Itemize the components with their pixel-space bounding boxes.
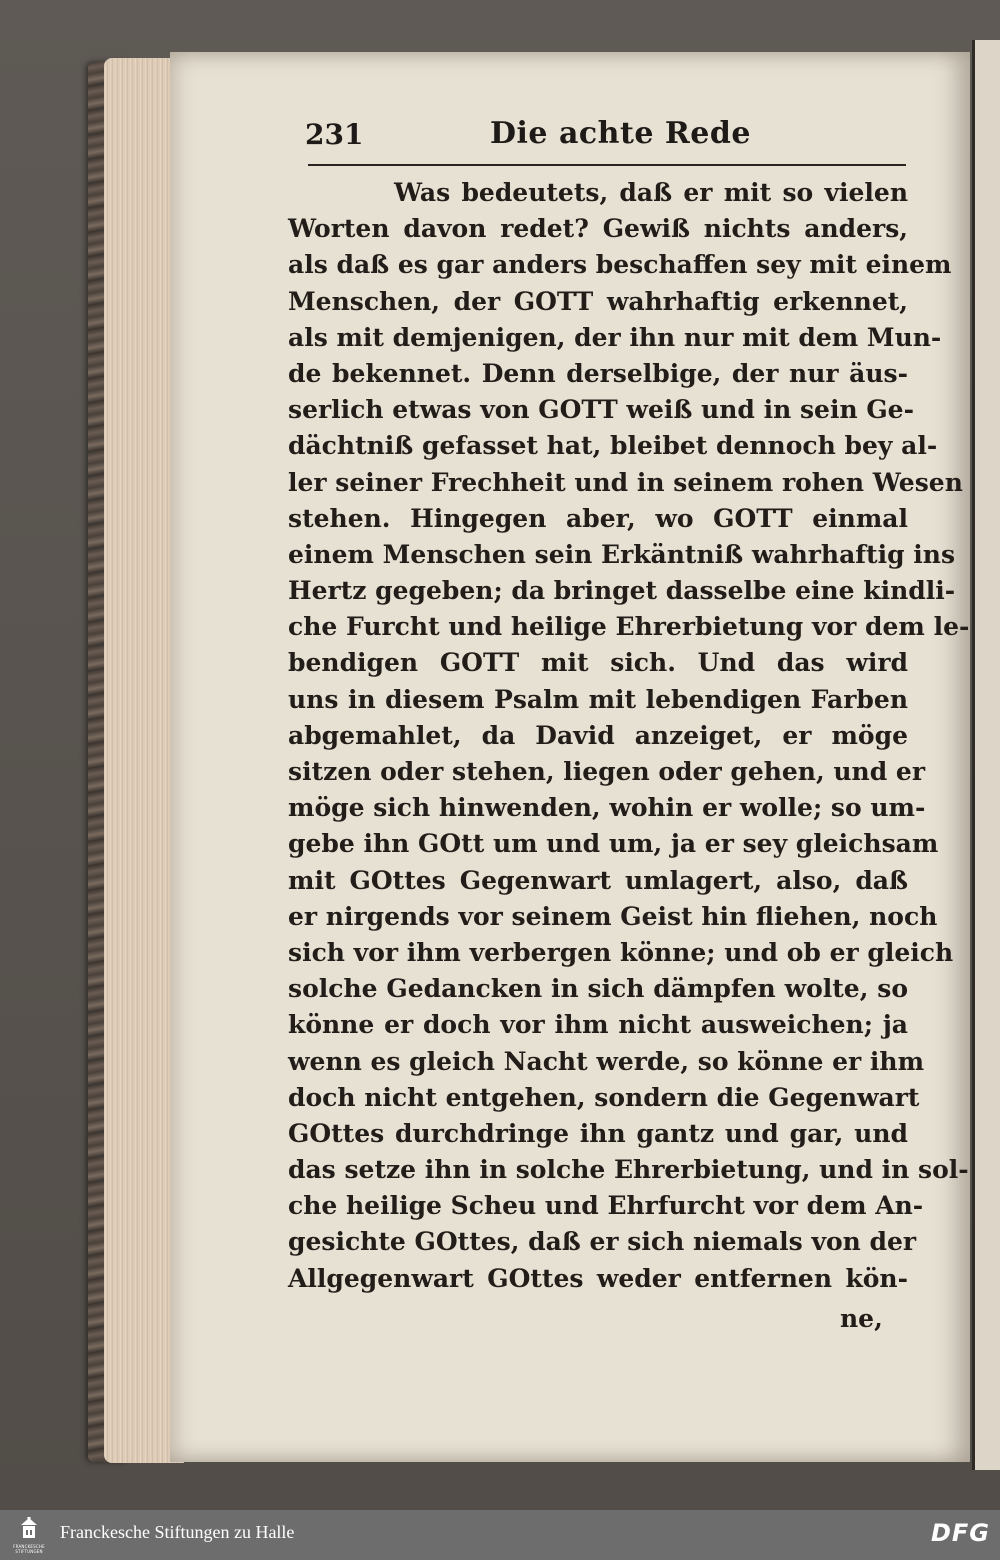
institution-name[interactable]: Franckesche Stiftungen zu Halle xyxy=(60,1522,295,1542)
text-line: Was bedeutets, daß er mit so vielen xyxy=(394,178,908,207)
text-line: gebe ihn GOtt um und um, ja er sey gleichsam xyxy=(288,829,939,859)
text-line: er nirgends vor seinem Geist hin fliehen, noch xyxy=(288,901,938,931)
text-line: dächtniß gefasset hat, bleibet dennoch bey al- xyxy=(288,431,938,461)
text-line: könne er doch vor ihm nicht ausweichen; ja xyxy=(288,1010,908,1040)
catchword: ne, xyxy=(840,1304,883,1333)
text-line: Worten davon redet? Gewiß nichts anders, xyxy=(288,214,908,244)
text-line: bendigen GOTT mit sich. Und das wird xyxy=(288,648,908,678)
text-line: uns in diesem Psalm mit lebendigen Farben xyxy=(288,684,908,714)
text-line: GOttes durchdringe ihn gantz und gar, und xyxy=(288,1118,908,1148)
logo-caption: FRANCKESCHE STIFTUNGEN xyxy=(13,1544,45,1554)
text-line: als mit demjenigen, der ihn nur mit dem Mun- xyxy=(288,322,942,352)
text-line: Hertz gegeben; da bringet dasselbe eine kindli- xyxy=(288,576,956,606)
text-line: als daß es gar anders beschaffen sey mit einem xyxy=(288,250,952,280)
text-line: che heilige Scheu und Ehrfurcht vor dem An- xyxy=(288,1191,924,1221)
institution-logo[interactable] xyxy=(10,1516,48,1554)
text-line: Menschen, der GOTT wahrhaftig erkennet, xyxy=(288,286,908,316)
text-line: mit GOttes Gegenwart umlagert, also, daß xyxy=(288,865,908,895)
text-line: möge sich hinwenden, wohin er wolle; so um- xyxy=(288,793,926,823)
page-header xyxy=(305,118,905,158)
dfg-logo[interactable]: DFG xyxy=(930,1519,990,1547)
page-body-text xyxy=(288,175,970,1297)
text-line: doch nicht entgehen, sondern die Gegenwart xyxy=(288,1082,920,1112)
text-line: che Furcht und heilige Ehrerbietung vor dem le- xyxy=(288,612,970,642)
text-line: sitzen oder stehen, liegen oder gehen, und er xyxy=(288,757,925,786)
facing-page-edge xyxy=(972,40,1000,1470)
text-line: serlich etwas von GOTT weiß und in sein Ge- xyxy=(288,395,914,425)
text-line: stehen. Hingegen aber, wo GOTT einmal xyxy=(288,503,908,533)
text-line: das setze ihn in solche Ehrerbietung, und in sol- xyxy=(288,1155,969,1185)
text-line: gesichte GOttes, daß er sich niemals von der xyxy=(288,1227,917,1257)
text-line: solche Gedancken in sich dämpfen wolte, so xyxy=(288,974,908,1004)
text-line: einem Menschen sein Erkäntniß wahrhaftig ins xyxy=(288,539,956,569)
text-line: de bekennet. Denn derselbige, der nur äus- xyxy=(288,358,908,388)
header-rule xyxy=(308,164,906,166)
page-number: 231 xyxy=(305,118,364,151)
text-line: ler seiner Frechheit und in seinem rohen Wesen xyxy=(288,467,963,497)
text-line: abgemahlet, da David anzeiget, er möge xyxy=(288,720,908,750)
text-line: sich vor ihm verbergen könne; und ob er gleich xyxy=(288,937,954,967)
running-head: Die achte Rede xyxy=(490,116,751,151)
viewer-footer xyxy=(0,1510,1000,1560)
building-icon xyxy=(10,1516,48,1546)
text-line: Allgegenwart GOttes weder entfernen kön- xyxy=(288,1263,908,1293)
text-line: wenn es gleich Nacht werde, so könne er ihm xyxy=(288,1046,925,1076)
